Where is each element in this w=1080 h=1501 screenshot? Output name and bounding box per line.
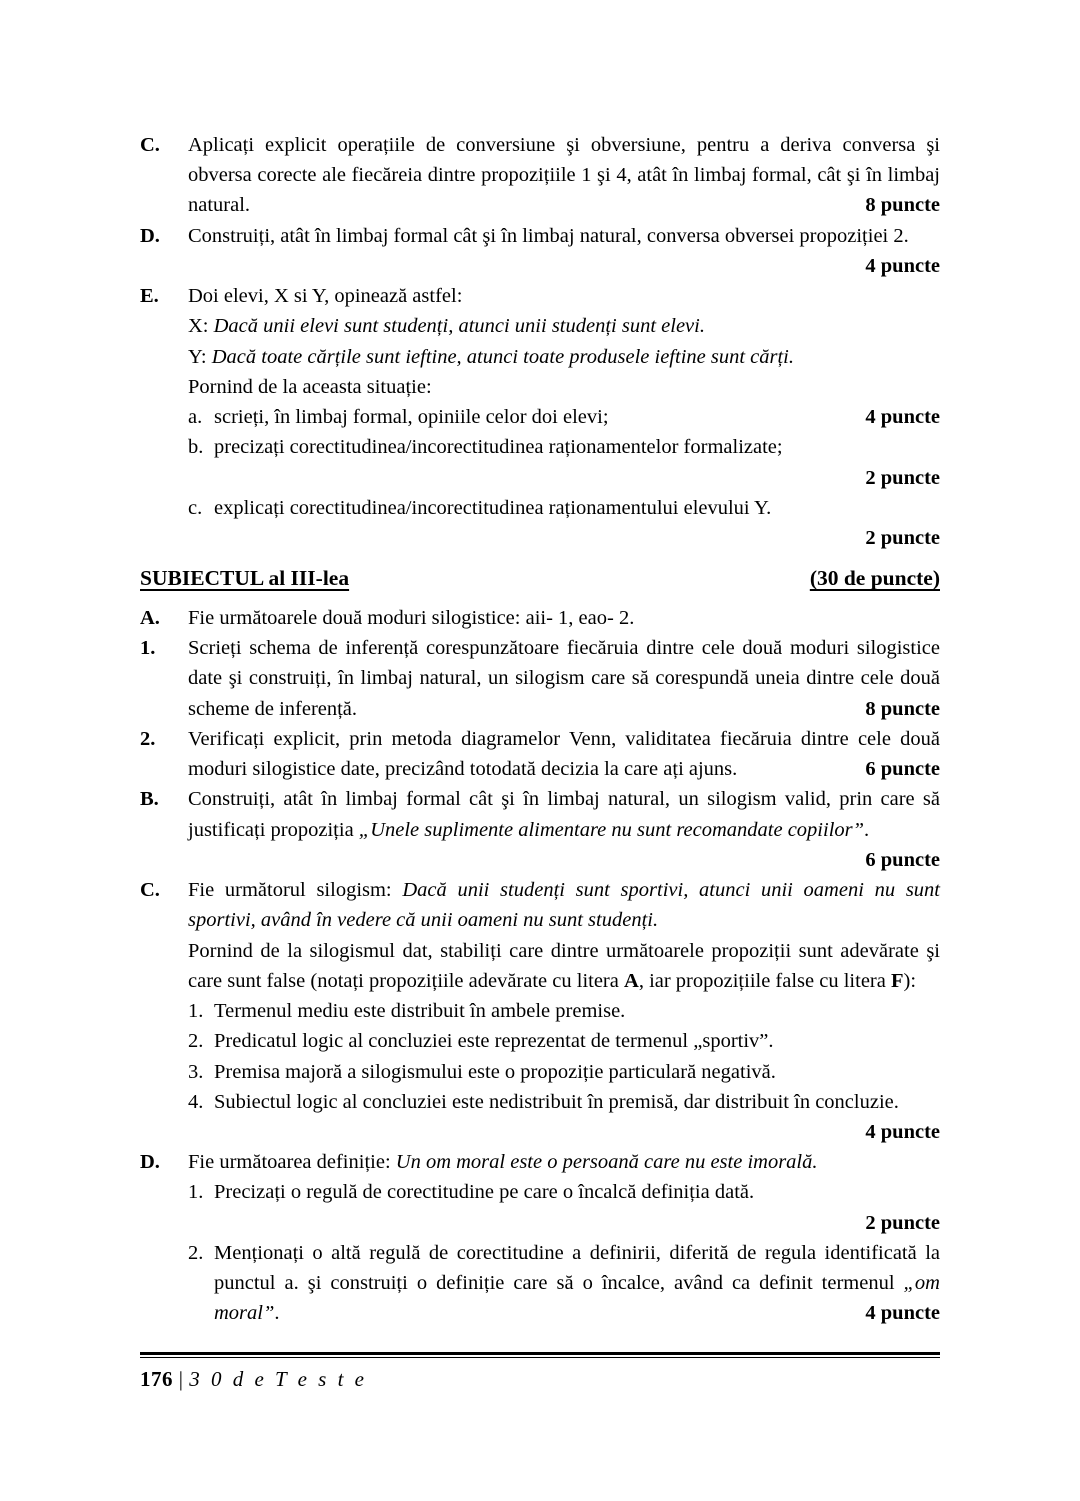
item-label-e: E. xyxy=(140,285,159,308)
sub-marker-d2-1: 1. xyxy=(188,1181,204,1204)
statement-text-3: Premisa majoră a silogismului este o propoziție particulară negativă. xyxy=(214,1060,776,1083)
sublist-item-e-a xyxy=(188,402,940,432)
letter-f: F xyxy=(890,969,904,992)
item-label-d: D. xyxy=(140,224,160,247)
item-text-b-part1: Construiți, atât în limbaj formal cât şi în limbaj natural, un silogism valid, prin care să justificați propoziția xyxy=(188,788,940,841)
item-body-e xyxy=(188,281,940,553)
sublist-item-d2-2 xyxy=(188,1238,940,1329)
item-points-b: 6 puncte xyxy=(865,848,940,871)
list-item-c xyxy=(140,130,940,221)
sub-body-a xyxy=(214,402,940,432)
item-body-2 xyxy=(188,724,940,784)
sub-points-d2-1: 2 puncte xyxy=(865,1211,940,1234)
footer-rule-thick xyxy=(140,1352,940,1355)
item-text-1: Scrieți schema de inferență corespunzătoare fiecăruia dintre cele două moduri silogistice date şi construiți, în limbaj natural, un silogism care să corespundă uneia dintre cele două scheme de inferență. xyxy=(188,637,940,720)
list-item-a xyxy=(140,603,940,633)
item-label-c2: C. xyxy=(140,879,160,902)
item-body-c xyxy=(188,130,940,221)
sub-points-d2-2: 4 puncte xyxy=(865,1302,940,1325)
sub-d2-2-quote: „om moral” xyxy=(214,1272,940,1325)
item-body-d2 xyxy=(188,1147,940,1328)
item-label-d2: D. xyxy=(140,1151,160,1174)
sub-marker-d2-2: 2. xyxy=(188,1241,204,1264)
letter-a: A xyxy=(624,969,639,992)
item-d2-lead: Fie următoarea definiție: xyxy=(188,1151,396,1174)
item-text-2: Verificați explicit, prin metoda diagramelor Venn, validitatea fiecăruia dintre cele două moduri silogistice date, precizând totodată decizia la care ați ajuns. xyxy=(188,727,940,781)
sub-text-a: scrieți, în limbaj formal, opiniile celor doi elevi; xyxy=(214,406,609,429)
item-e-opinion-y xyxy=(188,342,940,372)
list-item-b xyxy=(140,784,940,875)
page-footer xyxy=(140,1352,940,1392)
list-item-d xyxy=(140,221,940,281)
item-e-lead: Pornind de la aceasta situație: xyxy=(188,375,432,398)
page-content xyxy=(140,130,940,1329)
opinion-y-prefix: Y: xyxy=(188,345,212,368)
item-body-d xyxy=(188,221,940,281)
statement-item-1 xyxy=(188,996,940,1026)
sub-text-d2-1: Precizați o regulă de corectitudine pe care o încalcă definiția dată. xyxy=(214,1181,755,1204)
statement-item-4 xyxy=(188,1087,940,1147)
item-body-a: Fie următoarele două moduri silogistice: aii- 1, eao- 2. xyxy=(188,606,635,629)
list-item-c2 xyxy=(140,875,940,1147)
page-number: 176 xyxy=(140,1367,173,1391)
footer-rule-thin xyxy=(140,1357,940,1358)
item-d2-definition: Un om moral este o persoană care nu este imorală. xyxy=(395,1151,818,1174)
list-item-2 xyxy=(140,724,940,784)
item-e-intro: Doi elevi, X si Y, opinează astfel: xyxy=(188,285,463,308)
sub-points-a: 4 puncte xyxy=(865,406,940,429)
sub-points-c: 2 puncte xyxy=(865,527,940,550)
item-points-c2: 4 puncte xyxy=(865,1120,940,1143)
statement-text-2: Predicatul logic al concluziei este reprezentat de termenul „sportiv”. xyxy=(214,1030,774,1053)
item-label-b: B. xyxy=(140,788,159,811)
list-item-d2 xyxy=(140,1147,940,1328)
item-body-b xyxy=(188,784,940,875)
section-title: SUBIECTUL al III-lea xyxy=(140,566,350,591)
sublist-item-e-c xyxy=(188,493,940,553)
statement-marker-2: 2. xyxy=(188,1030,204,1053)
item-body-c2 xyxy=(188,875,940,1147)
item-c2-para-3: ): xyxy=(903,969,917,992)
statement-text-4: Subiectul logic al concluziei este nedistribuit în premisă, dar distribuit în concluzie. xyxy=(214,1090,899,1113)
item-c2-lead-line xyxy=(188,875,940,935)
item-c2-paragraph xyxy=(188,936,940,996)
statement-text-1: Termenul mediu este distribuit în ambele premise. xyxy=(214,1000,626,1023)
section-heading xyxy=(140,563,940,595)
sub-marker-c: c. xyxy=(188,496,203,519)
statement-marker-4: 4. xyxy=(188,1090,204,1113)
footer-separator: | xyxy=(178,1367,184,1391)
statement-item-3 xyxy=(188,1057,940,1087)
item-e-opinion-x xyxy=(188,311,940,341)
item-label-2: 2. xyxy=(140,727,156,750)
item-points-1: 8 puncte xyxy=(865,697,940,720)
item-c2-para-2: , iar propozițiile false cu litera xyxy=(638,969,891,992)
statement-item-2 xyxy=(188,1026,940,1056)
sublist-item-e-b xyxy=(188,432,940,492)
sub-text-c: explicați corectitudinea/incorectitudinea raționamentului elevului Y. xyxy=(214,496,772,519)
list-item-1 xyxy=(140,633,940,724)
statement-marker-1: 1. xyxy=(188,1000,204,1023)
statement-body-4 xyxy=(214,1087,940,1147)
item-label-1: 1. xyxy=(140,637,156,660)
item-body-1 xyxy=(188,633,940,724)
sub-points-b: 2 puncte xyxy=(865,466,940,489)
sub-text-b: precizați corectitudinea/incorectitudinea raționamentelor formalizate; xyxy=(214,436,783,459)
sub-body-b xyxy=(214,432,940,492)
item-c2-silogism: Dacă unii studenți sunt sportivi, atunci unii oameni nu sunt sportivi, având în vedere că unii oameni nu sunt studenți. xyxy=(188,879,940,932)
item-label-c: C. xyxy=(140,134,160,156)
item-c2-lead: Fie următorul silogism: xyxy=(188,879,403,902)
item-text-d: Construiți, atât în limbaj formal cât şi în limbaj natural, conversa obversei propoziției 2. xyxy=(188,224,909,247)
opinion-y-text: Dacă toate cărțile sunt ieftine, atunci toate produsele ieftine sunt cărți. xyxy=(211,345,794,368)
item-d2-definition-line xyxy=(188,1147,940,1177)
item-points-2: 6 puncte xyxy=(865,758,940,781)
statement-marker-3: 3. xyxy=(188,1060,204,1083)
item-b-quote: „Unele suplimente alimentare nu sunt recomandate copiilor” xyxy=(358,818,865,841)
item-c2-para-1: Pornind de la silogismul dat, stabiliți care dintre următoarele propoziții sunt adevărate şi care sunt false (notați propozițiile adevărate cu litera xyxy=(188,939,940,992)
item-points-d: 4 puncte xyxy=(865,254,940,277)
sub-text-d2-2-part2: . xyxy=(274,1302,280,1325)
section-points: (30 de puncte) xyxy=(809,566,940,591)
list-item-e xyxy=(140,281,940,553)
sub-marker-a: a. xyxy=(188,406,203,429)
sublist-item-d2-1 xyxy=(188,1177,940,1237)
opinion-x-text: Dacă unii elevi sunt studenți, atunci unii studenți sunt elevi. xyxy=(213,315,705,338)
sub-body-c xyxy=(214,493,940,553)
opinion-x-prefix: X: xyxy=(188,315,214,338)
sub-body-d2-2 xyxy=(214,1238,940,1329)
item-points-c: 8 puncte xyxy=(865,194,940,217)
footer-text xyxy=(140,1367,940,1392)
item-text-b-part2: . xyxy=(864,818,870,841)
footer-title: 3 0 d e T e s t e xyxy=(189,1367,367,1391)
sub-body-d2-1 xyxy=(214,1177,940,1237)
item-text-c: Aplicați explicit operațiile de conversiune şi obversiune, pentru a deriva conversa şi obversa corecte ale fiecăreia dintre propozițiile 1 şi 4, atât în limbaj formal, cât şi în limbaj natural. xyxy=(188,134,940,217)
sub-text-d2-2-part1: Menționați o altă regulă de corectitudine a definirii, diferită de regula identificată la punctul a. şi construiți o definiție care să o încalce, având ca definit termenul xyxy=(214,1241,940,1295)
sub-marker-b: b. xyxy=(188,436,204,459)
item-label-a: A. xyxy=(140,606,160,629)
